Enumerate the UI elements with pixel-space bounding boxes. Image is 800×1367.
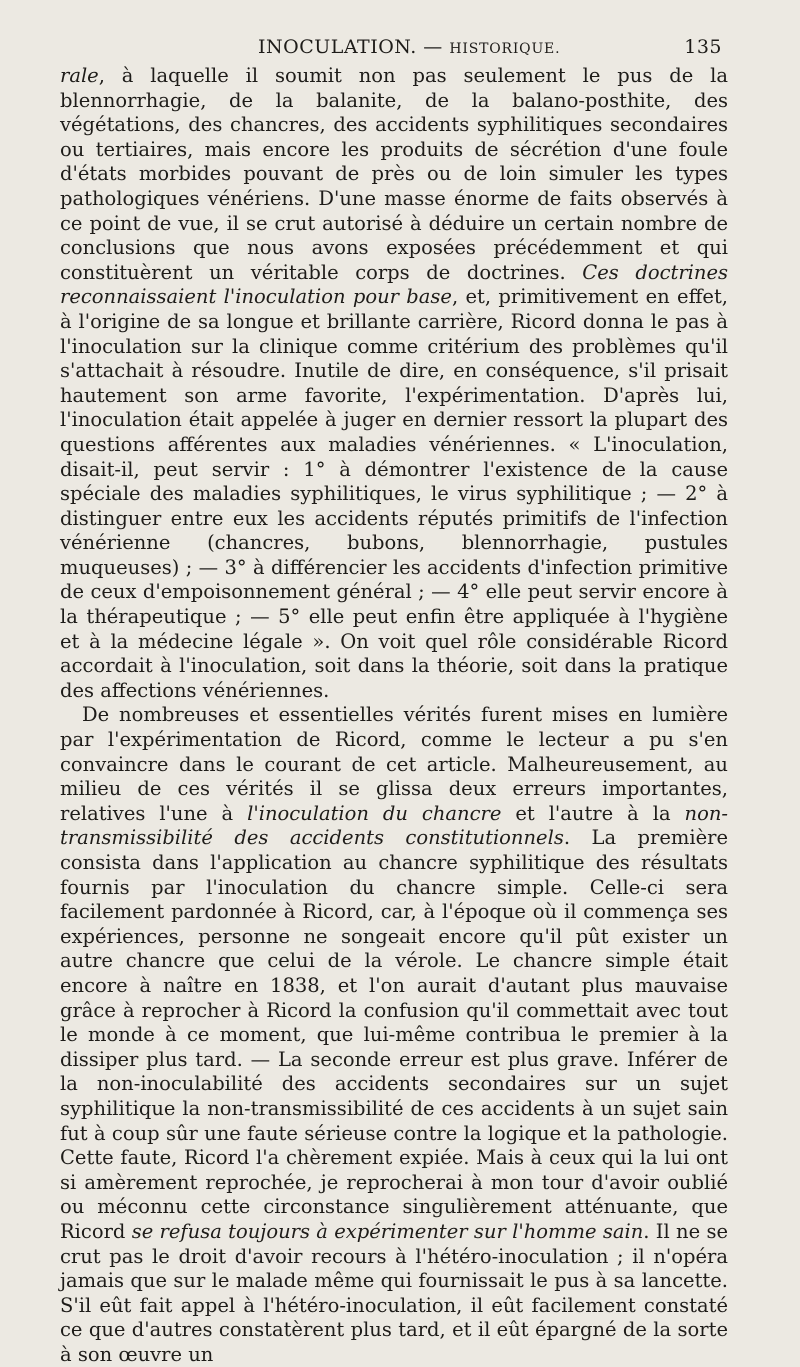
- header-title: INOCULATION.: [258, 36, 417, 58]
- paragraph-1: [60, 64, 728, 703]
- text-run: . La première consista dans l'application au chancre syphilitique des résultats fournis par l'inoculation du chancre simple. Celle-ci sera facilement pardonnée à Ricord, car, à l'époque où il commença ses expériences, personne ne songeait encore qu'il pût exister un autre chancre que celui de la vérole. Le chancre simple était encore à naître en 1838, et l'on aurait d'autant plus mauvaise grâce à reprocher à Ricord la confusion qu'il commettait avec tout le monde à ce moment, que lui-même contribua le premier à la dissiper plus tard. — La seconde erreur est plus grave. Inférer de la non-inoculabilité des accidents secondaires sur un sujet syphilitique la non-transmissibilité de ces accidents à un sujet sain fut à coup sûr une faute sérieuse contre la logique et la pathologie. Cette faute, Ricord l'a chèrement expiée. Mais à ceux qui la lui ont si amèrement reprochée, je reprocherai à mon tour d'avoir oublié ou méconnu cette circonstance singulièrement atténuante, que Ricord: [60, 826, 728, 1243]
- text-run: Ces doctrines reconnaissaient l'inoculation pour base: [60, 260, 728, 309]
- header-subtitle: HISTORIQUE.: [449, 41, 561, 57]
- running-header: [60, 30, 728, 64]
- text-run: non-transmissibilité des accidents constitutionnels: [60, 801, 728, 850]
- text-run: , et, primitivement en effet, à l'origine de sa longue et brillante carrière, Ricord donna le pas à l'inoculation sur la clinique comme critérium des problèmes qu'il s'attachait à résoudre. Inutile de dire, en conséquence, s'il prisait hautement son arme favorite, l'expérimentation. D'après lui, l'inoculation était appelée à juger en dernier ressort la plupart des questions afférentes aux maladies vénériennes. « L'inoculation, disait-il, peut servir : 1° à démontrer l'existence de la cause spéciale des maladies syphilitiques, le virus syphilitique ; — 2° à distinguer entre eux les accidents réputés primitifs de l'infection vénérienne (chancres, bubons, blennorrhagie, pustules muqueuses) ; — 3° à différencier les accidents d'infection primitive de ceux d'empoisonnement général ; — 4° elle peut servir encore à la thérapeutique ; — 5° elle peut enfin être appliquée à l'hygiène et à la médecine légale ». On voit quel rôle considérable Ricord accordait à l'inoculation, soit dans la théorie, soit dans la pratique des affections vénériennes.: [60, 285, 728, 702]
- body-text: [60, 64, 728, 1367]
- paragraph-2: [60, 703, 728, 1367]
- text-run: rale: [60, 64, 99, 87]
- text-run: l'inoculation du chancre: [247, 801, 502, 825]
- text-run: et l'autre à la: [501, 801, 685, 825]
- running-title: [258, 36, 560, 58]
- page-number: 135: [684, 36, 722, 58]
- text-run: , à laquelle il soumit non pas seulement le pus de la blennorrhagie, de la balanite, de la balano-posthite, des végétations, des chancres, des accidents syphilitiques secondaires ou tertiaires, mais encore les produits de sécrétion d'une foule d'états morbides pouvant de près ou de loin simuler les types pathologiques vénériens. D'une masse énorme de faits observés à ce point de vue, il se crut autorisé à déduire un certain nombre de conclusions que nous avons exposées précédemment et qui constituèrent un véritable corps de doctrines.: [60, 64, 728, 284]
- text-run: se refusa toujours à expérimenter sur l'homme sain: [131, 1219, 644, 1243]
- header-separator: —: [416, 36, 450, 58]
- text-run: De nombreuses et essentielles vérités furent mises en lumière par l'expérimentation de Ricord, comme le lecteur a pu s'en convaincre dans le courant de cet article. Malheureusement, au milieu de ces vérités il se glissa deux erreurs importantes, relatives l'une à: [60, 703, 728, 825]
- text-run: . Il ne se crut pas le droit d'avoir recours à l'hétéro-inoculation ; il n'opéra jamais que sur le malade même qui fournissait le pus à sa lancette. S'il eût fait appel à l'hétéro-inoculation, il eût facilement constaté ce que d'autres constatèrent plus tard, et il eût épargné de la sorte à son œuvre un: [60, 1219, 728, 1366]
